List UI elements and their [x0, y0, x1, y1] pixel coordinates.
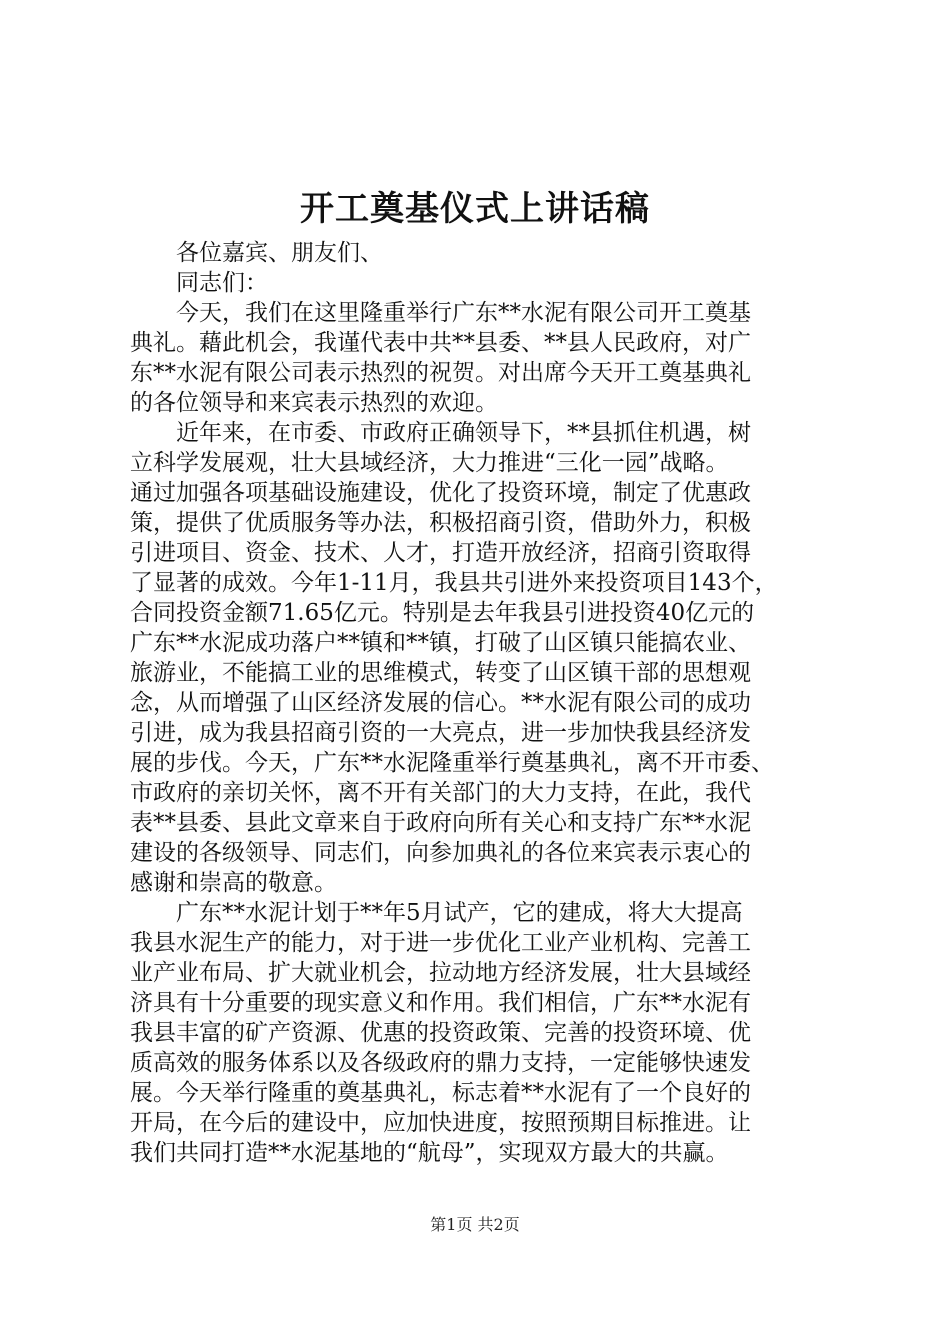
- paragraph-line: 我县丰富的矿产资源、优惠的投资政策、完善的投资环境、优: [130, 1020, 751, 1046]
- page-number-footer: 第1页 共2页: [430, 1215, 520, 1234]
- paragraph-line: 我县水泥生产的能力，对于进一步优化工业产业机构、完善工: [130, 930, 751, 956]
- paragraph-line: 了显著的成效。今年1-11月，我县共引进外来投资项目143个，: [130, 570, 778, 596]
- paragraph-line: 广东**水泥计划于**年5月试产，它的建成，将大大提高: [176, 900, 743, 926]
- paragraph-line: 策，提供了优质服务等办法，积极招商引资，借助外力，积极: [130, 510, 751, 536]
- paragraph-line: 引进项目、资金、技术、人才，打造开放经济，招商引资取得: [130, 540, 751, 566]
- document-body: [130, 238, 830, 1168]
- paragraph-line: 立科学发展观，壮大县域经济，大力推进“三化一园”战略。: [130, 450, 729, 476]
- paragraph-line: 展。今天举行隆重的奠基典礼，标志着**水泥有了一个良好的: [130, 1080, 751, 1106]
- paragraph-line: 广东**水泥成功落户**镇和**镇，打破了山区镇只能搞农业、: [130, 630, 751, 656]
- paragraph-line: 建设的各级领导、同志们，向参加典礼的各位来宾表示衷心的: [130, 840, 751, 866]
- paragraph-line: 展的步伐。今天，广东**水泥隆重举行奠基典礼，离不开市委、: [130, 750, 774, 776]
- document-title: 开工奠基仪式上讲话稿: [300, 189, 650, 229]
- paragraph-line: 感谢和崇高的敬意。: [130, 870, 337, 896]
- paragraph-line: 我们共同打造**水泥基地的“航母”，实现双方最大的共赢。: [130, 1140, 729, 1166]
- paragraph-line: 济具有十分重要的现实意义和作用。我们相信，广东**水泥有: [130, 990, 751, 1016]
- paragraph-line: 念，从而增强了山区经济发展的信心。**水泥有限公司的成功: [130, 690, 751, 716]
- salutation-line: 同志们：: [176, 270, 268, 296]
- paragraph-line: 质高效的服务体系以及各级政府的鼎力支持，一定能够快速发: [130, 1050, 751, 1076]
- paragraph-line: 近年来，在市委、市政府正确领导下，**县抓住机遇，树: [176, 420, 751, 446]
- paragraph-line: 东**水泥有限公司表示热烈的祝贺。对出席今天开工奠基典礼: [130, 360, 751, 386]
- paragraph-line: 通过加强各项基础设施建设，优化了投资环境，制定了优惠政: [130, 480, 751, 506]
- paragraph-line: 表**县委、县此文章来自于政府向所有关心和支持广东**水泥: [130, 810, 751, 836]
- paragraph-line: 今天，我们在这里隆重举行广东**水泥有限公司开工奠基: [176, 300, 751, 326]
- paragraph-line: 业产业布局、扩大就业机会，拉动地方经济发展，壮大县域经: [130, 960, 751, 986]
- paragraph-line: 市政府的亲切关怀，离不开有关部门的大力支持，在此，我代: [130, 780, 751, 806]
- paragraph-line: 合同投资金额71.65亿元。特别是去年我县引进投资40亿元的: [130, 600, 755, 626]
- paragraph-line: 的各位领导和来宾表示热烈的欢迎。: [130, 390, 498, 416]
- paragraph-line: 旅游业，不能搞工业的思维模式，转变了山区镇干部的思想观: [130, 660, 751, 686]
- paragraph-line: 开局，在今后的建设中，应加快进度，按照预期目标推进。让: [130, 1110, 751, 1136]
- paragraph-line: 典礼。藉此机会，我谨代表中共**县委、**县人民政府，对广: [130, 330, 751, 356]
- paragraph-line: 引进，成为我县招商引资的一大亮点，进一步加快我县经济发: [130, 720, 751, 746]
- salutation-line: 各位嘉宾、朋友们、: [176, 240, 383, 266]
